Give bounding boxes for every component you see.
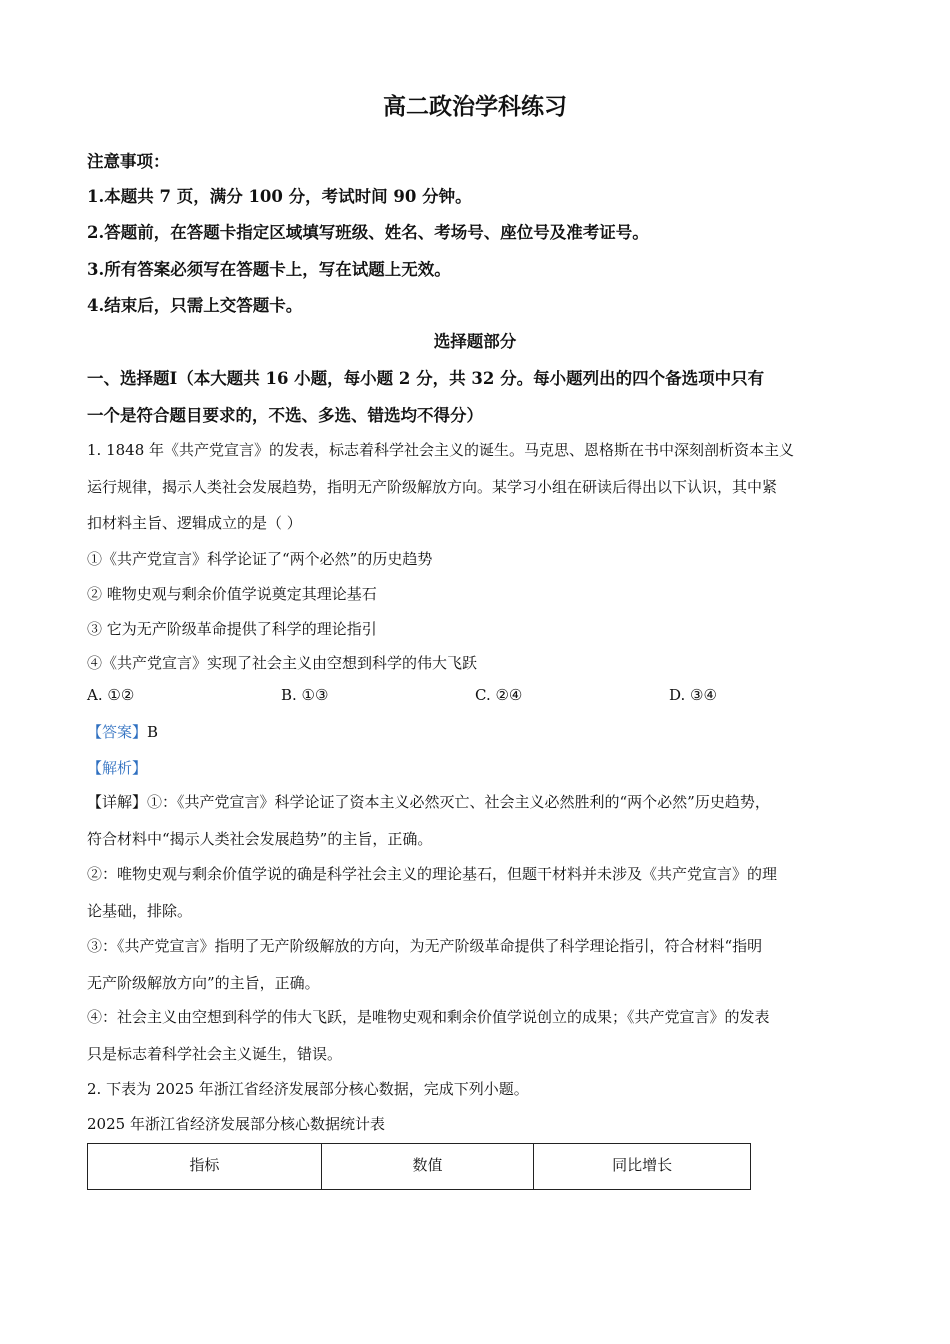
detail-line: 无产阶级解放方向”的主旨，正确。: [87, 974, 320, 992]
statement-item: ③ 它为无产阶级革命提供了科学的理论指引: [87, 620, 377, 638]
table-header-cell: 指标: [88, 1144, 322, 1190]
question-stem: 1. 1848 年《共产党宣言》的发表，标志着科学社会主义的诞生。马克思、恩格斯在书中深刻剖析资本主义: [87, 441, 795, 459]
section-title: 选择题部分: [433, 332, 517, 351]
part-heading: 一、选择题Ⅰ（本大题共 16 小题，每小题 2 分，共 32 分。每小题列出的四个备选项中只有: [87, 369, 765, 388]
answer-tag: 【答案】: [87, 723, 148, 741]
notice-item: 4.结束后，只需上交答题卡。: [87, 296, 303, 315]
option-a: A. ①②: [87, 686, 135, 704]
question-stem: 运行规律，揭示人类社会发展趋势，指明无产阶级解放方向。某学习小组在研读后得出以下认识，其中紧: [87, 478, 778, 496]
table-caption: 2025 年浙江省经济发展部分核心数据统计表: [87, 1115, 385, 1133]
notice-item: 2.答题前，在答题卡指定区域填写班级、姓名、考场号、座位号及准考证号。: [87, 223, 649, 242]
part-heading: 一个是符合题目要求的，不选、多选、错选均不得分）: [87, 406, 483, 425]
detail-line: 论基础，排除。: [87, 902, 193, 920]
statement-item: ④《共产党宣言》实现了社会主义由空想到科学的伟大飞跃: [87, 654, 478, 672]
data-table: [87, 1143, 751, 1190]
table-header-cell: 数值: [321, 1144, 534, 1190]
question-stem: 2. 下表为 2025 年浙江省经济发展部分核心数据，完成下列小题。: [87, 1080, 529, 1098]
question-stem: 扣材料主旨、逻辑成立的是（ ）: [87, 514, 302, 532]
detail-line: ④：社会主义由空想到科学的伟大飞跃，是唯物史观和剩余价值学说创立的成果；《共产党宣言》的发表: [87, 1008, 770, 1026]
answer-value: B: [147, 723, 159, 741]
option-c: C. ②④: [475, 686, 523, 704]
statement-item: ①《共产党宣言》科学论证了“两个必然”的历史趋势: [87, 550, 433, 568]
analysis-tag: 【解析】: [87, 759, 148, 777]
notice-item: 1.本题共 7 页，满分 100 分，考试时间 90 分钟。: [87, 187, 472, 206]
detail-line: ③：《共产党宣言》指明了无产阶级解放的方向，为无产阶级革命提供了科学理论指引，符合材料“指明: [87, 937, 763, 955]
table-header-row: [88, 1144, 751, 1190]
statement-item: ② 唯物史观与剩余价值学说奠定其理论基石: [87, 585, 377, 603]
detail-line: ②：唯物史观与剩余价值学说的确是科学社会主义的理论基石，但题干材料并未涉及《共产党宣言》的理: [87, 865, 778, 883]
notice-item: 3.所有答案必须写在答题卡上，写在试题上无效。: [87, 260, 451, 279]
notice-heading: 注意事项：: [87, 152, 170, 171]
option-d: D. ③④: [669, 686, 717, 704]
page-title: 高二政治学科练习: [383, 93, 567, 120]
answer-line: [87, 721, 158, 742]
detail-line: 符合材料中“揭示人类社会发展趋势”的主旨，正确。: [87, 830, 433, 848]
detail-line: 只是标志着科学社会主义诞生，错误。: [87, 1045, 343, 1063]
option-b: B. ①③: [281, 686, 329, 704]
detail-line: 【详解】①：《共产党宣言》科学论证了资本主义必然灭亡、社会主义必然胜利的“两个必然”历史趋势，: [87, 793, 770, 811]
table-header-cell: 同比增长: [534, 1144, 751, 1190]
